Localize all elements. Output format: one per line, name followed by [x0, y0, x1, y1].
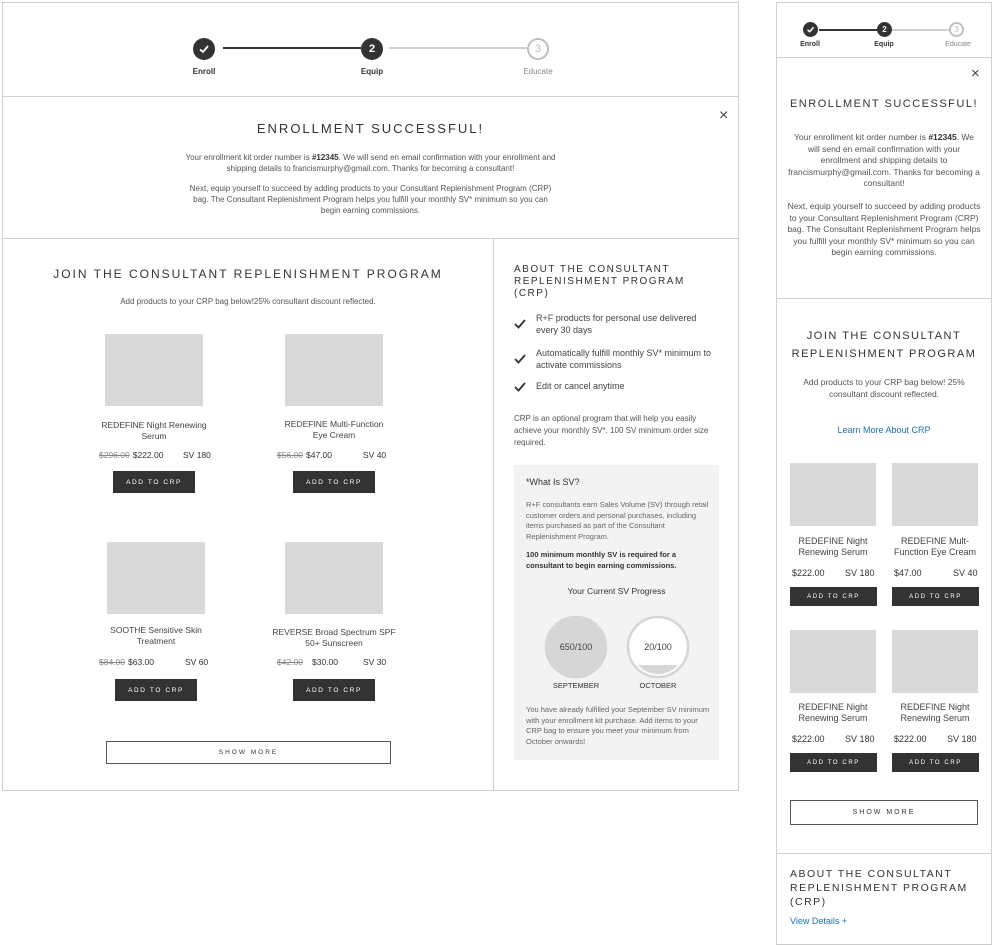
- step-line-complete: [819, 29, 879, 31]
- product-name[interactable]: REDEFINE Night Renewing Serum: [101, 420, 207, 441]
- checkmark-icon: [514, 353, 526, 365]
- product-sv: SV 180: [947, 734, 977, 744]
- what-is-sv-panel: [514, 465, 719, 760]
- product-name[interactable]: REDEFINE Multi-Function Eye Cream: [284, 419, 384, 440]
- enrollment-next-text: Next, equip yourself to succeed by adding products to your Consultant Replenishment Program (CRP) bag. The Consultant Replenishment Program helps you fulfill your monthly SV* minimum so you can begin earning commissions.: [189, 184, 552, 215]
- show-more-button[interactable]: SHOW MORE: [106, 741, 391, 764]
- step-equip-label: Equip: [360, 67, 384, 76]
- view-details-link[interactable]: View Details +: [790, 916, 848, 926]
- step-line-pending: [892, 29, 950, 31]
- enrollment-title: ENROLLMENT SUCCESSFUL!: [256, 121, 485, 136]
- crp-benefit: Automatically fulfill monthly SV* minimum to activate commissions: [536, 348, 712, 370]
- product-price: $296.00 $222.00: [99, 450, 164, 460]
- product-sv: SV 180: [183, 450, 211, 460]
- add-to-crp-button[interactable]: ADD TO CRP: [790, 587, 877, 606]
- crp-title: JOIN THE CONSULTANT REPLENISHMENT PROGRAM: [791, 330, 977, 360]
- enrollment-order-text: Your enrollment kit order number is #12345. We will send en email confirmation with your enrollment and shipping details to francismurphy@gmail.com. Thanks for becoming a consultant!: [185, 153, 556, 173]
- product-sv: SV 60: [185, 657, 209, 667]
- learn-more-crp-link[interactable]: Learn More About CRP: [837, 425, 931, 435]
- step-educate-circle[interactable]: 3: [527, 38, 549, 60]
- sv-progress-value: 20/100: [644, 642, 672, 652]
- product-name[interactable]: REVERSE Broad Spectrum SPF 50+ Sunscreen: [272, 627, 396, 648]
- step-educate-label: Educate: [523, 67, 553, 76]
- sv-footer-text: You have already fulfilled your September SV minimum with your enrollment kit purchase. Add items to your CRP bag to ensure you meet your minimum from October onwards!: [526, 705, 710, 746]
- enrollment-order-text: Your enrollment kit order number is #12345. We will send en email confirmation with your enrollment and shipping details to francismurphy@gmail.com. Thanks for becoming a consultant!: [788, 132, 980, 188]
- step-enroll-check-icon[interactable]: [803, 22, 818, 37]
- product-image[interactable]: [790, 630, 876, 693]
- product-price: $222.00: [894, 734, 927, 744]
- sv-progress-value: 650/100: [559, 642, 593, 652]
- close-icon[interactable]: ×: [719, 107, 729, 124]
- product-image[interactable]: [105, 334, 203, 406]
- month-label-september: SEPTEMBER: [552, 681, 600, 690]
- crp-benefit: R+F products for personal use delivered every 30 days: [536, 313, 697, 335]
- step-educate-circle[interactable]: 3: [949, 22, 964, 37]
- product-sv: SV 40: [953, 568, 978, 578]
- product-price: $84.00 $63.00: [99, 657, 154, 667]
- product-image[interactable]: [285, 334, 383, 406]
- product-price: $47.00: [894, 568, 922, 578]
- product-sv: SV 40: [363, 450, 387, 460]
- sv-text: R+F consultants earn Sales Volume (SV) through retail customer orders and personal purchases, including items purchased as part of the Consultant Replenishment Program.: [526, 500, 709, 541]
- add-to-crp-button[interactable]: ADD TO CRP: [113, 471, 195, 493]
- sv-progress-circle: [626, 617, 690, 679]
- product-image[interactable]: [790, 463, 876, 526]
- product-name[interactable]: SOOTHE Sensitive Skin Treatment: [110, 625, 202, 646]
- crp-subtitle: Add products to your CRP bag below!25% consultant discount reflected.: [120, 297, 376, 306]
- product-price: $56.00 $47.00: [277, 450, 332, 460]
- step-equip-circle[interactable]: 2: [361, 38, 383, 60]
- sv-progress-circle: [544, 617, 608, 679]
- desktop-crp-section: [2, 238, 739, 791]
- month-label-october: OCTOBER: [639, 681, 677, 690]
- add-to-crp-button[interactable]: ADD TO CRP: [790, 753, 877, 772]
- product-image[interactable]: [107, 542, 205, 614]
- sv-title: *What Is SV?: [526, 477, 580, 487]
- product-name[interactable]: REDEFINE Night Renewing Serum: [900, 702, 970, 723]
- desktop-enrollment-banner: [2, 96, 739, 239]
- enrollment-title: ENROLLMENT SUCCESSFUL!: [789, 98, 979, 110]
- crp-benefit: Edit or cancel anytime: [536, 381, 625, 391]
- product-price: $222.00: [792, 568, 825, 578]
- about-crp-title: ABOUT THE CONSULTANT REPLENISHMENT PROGRAM (CRP): [514, 264, 685, 299]
- product-sv: SV 30: [363, 657, 387, 667]
- product-sv: SV 180: [845, 568, 875, 578]
- product-name[interactable]: REDEFINE Mult-Function Eye Cream: [893, 536, 977, 557]
- step-equip-label: Equip: [874, 41, 894, 48]
- step-enroll-label: Enroll: [800, 41, 820, 48]
- product-image[interactable]: [285, 542, 383, 614]
- add-to-crp-button[interactable]: ADD TO CRP: [892, 753, 979, 772]
- crp-title: JOIN THE CONSULTANT REPLENISHMENT PROGRAM: [53, 267, 443, 281]
- product-name[interactable]: REDEFINE Night Renewing Serum: [798, 536, 868, 557]
- product-sv: SV 180: [845, 734, 875, 744]
- close-icon[interactable]: ×: [971, 65, 980, 82]
- product-image[interactable]: [892, 463, 978, 526]
- step-line-complete: [223, 47, 361, 49]
- add-to-crp-button[interactable]: ADD TO CRP: [115, 679, 197, 701]
- product-name[interactable]: REDEFINE Night Renewing Serum: [798, 702, 868, 723]
- about-crp-title: ABOUT THE CONSULTANT REPLENISHMENT PROGRAM (CRP): [790, 868, 968, 908]
- step-educate-label: Educate: [945, 41, 971, 48]
- mobile-enrollment-banner: [776, 57, 992, 299]
- product-price: $222.00: [792, 734, 825, 744]
- mobile-crp-section: [776, 298, 992, 854]
- sv-progress-title: Your Current SV Progress: [567, 586, 666, 596]
- desktop-stepper: [2, 2, 739, 97]
- step-enroll-check-icon[interactable]: [193, 38, 215, 60]
- checkmark-icon: [514, 381, 526, 393]
- product-image[interactable]: [892, 630, 978, 693]
- sv-progress-chart: [514, 607, 719, 687]
- add-to-crp-button[interactable]: ADD TO CRP: [892, 587, 979, 606]
- step-enroll-label: Enroll: [192, 67, 216, 76]
- step-equip-circle[interactable]: 2: [877, 22, 892, 37]
- step-line-pending: [389, 47, 527, 49]
- product-price: $42.00 $30.00: [277, 657, 338, 667]
- add-to-crp-button[interactable]: ADD TO CRP: [293, 471, 375, 493]
- column-divider: [493, 239, 494, 791]
- show-more-button[interactable]: SHOW MORE: [790, 800, 978, 825]
- mobile-stepper: [776, 2, 992, 58]
- crp-description: CRP is an optional program that will help you easily achieve your monthly SV*. 100 SV minimum order size required.: [514, 414, 709, 447]
- sv-bold-text: 100 minimum monthly SV is required for a consultant to begin earning commissions.: [526, 550, 677, 570]
- crp-subtitle: Add products to your CRP bag below! 25% consultant discount reflected.: [803, 377, 965, 399]
- mobile-about-crp: [776, 853, 992, 945]
- checkmark-icon: [514, 318, 526, 330]
- enrollment-next-text: Next, equip yourself to succeed by adding products to your Consultant Replenishment Program (CRP) bag. The Consultant Replenishment Program helps you fulfill your monthly SV* minimum so you can begin earning commissions.: [787, 201, 981, 257]
- add-to-crp-button[interactable]: ADD TO CRP: [293, 679, 375, 701]
